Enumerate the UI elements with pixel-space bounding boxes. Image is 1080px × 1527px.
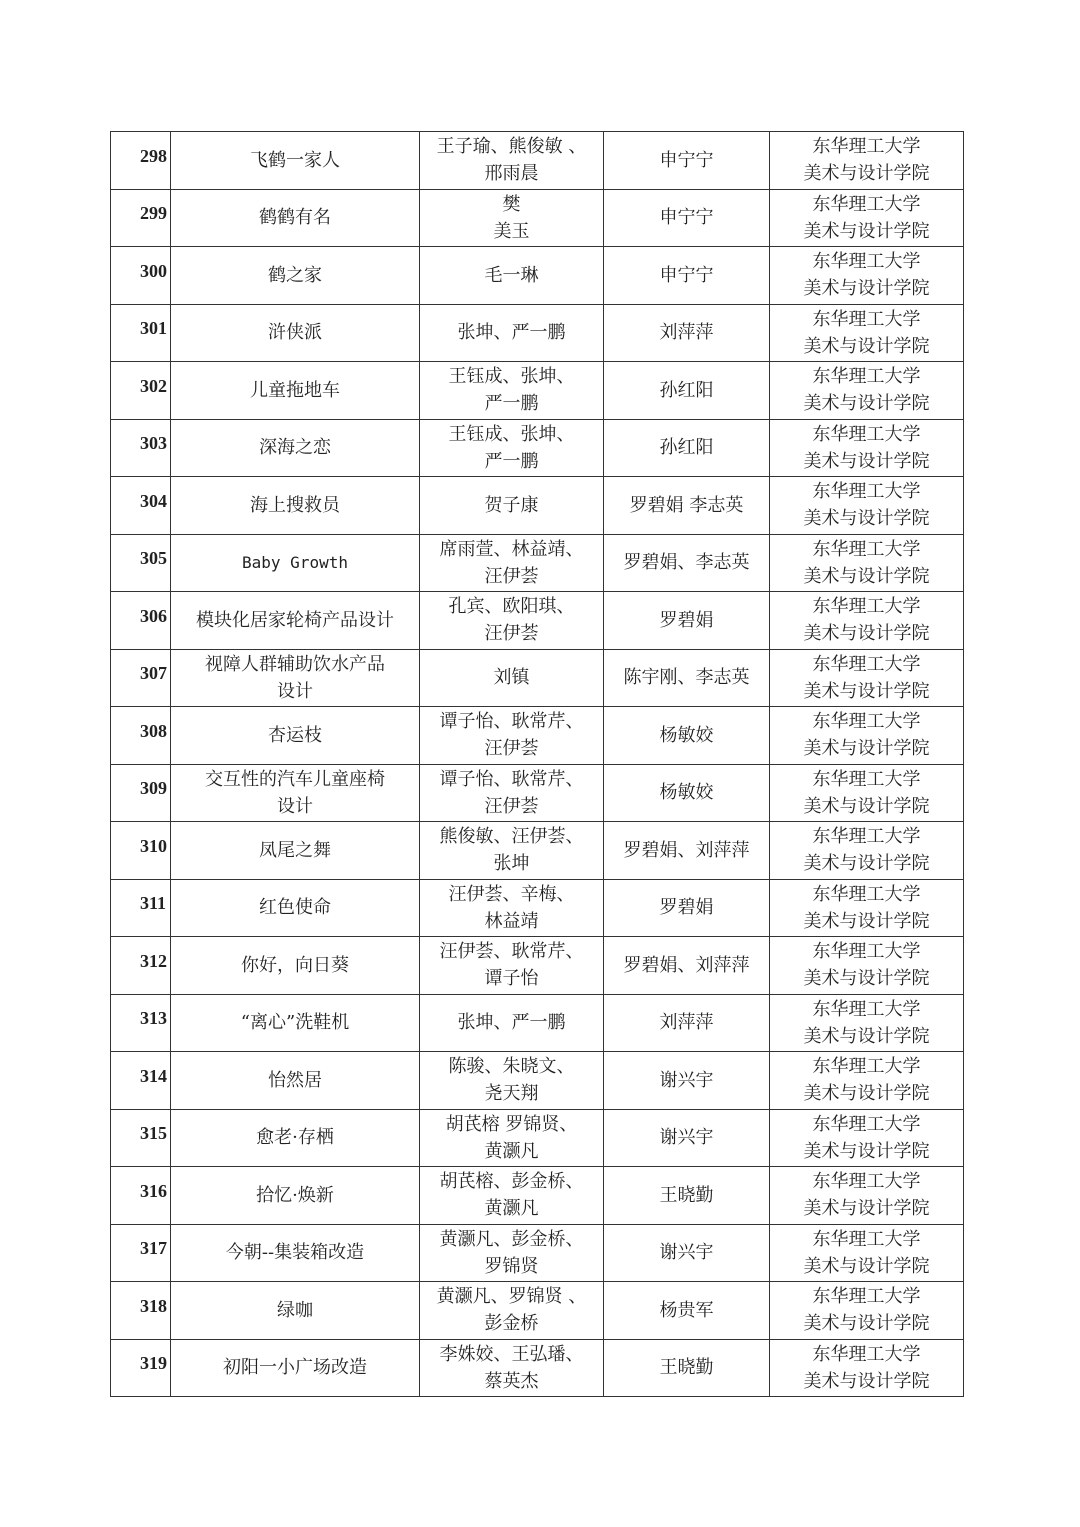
authors-cell xyxy=(420,707,604,765)
work-title-cell xyxy=(171,707,420,765)
work-title-cell xyxy=(171,477,420,535)
entry-number xyxy=(111,1339,171,1397)
school-line: 美术与设计学院 xyxy=(803,565,930,587)
table-row xyxy=(111,1167,964,1225)
entry-number-text: 317 xyxy=(140,1238,167,1259)
authors-line: 樊 xyxy=(502,193,521,215)
school-cell xyxy=(770,362,964,420)
table-body xyxy=(111,132,964,1397)
authors-line: 谭子怡、耿常芹、 xyxy=(439,768,584,790)
school-line: 美术与设计学院 xyxy=(803,1313,930,1335)
authors-line: 黄灏凡 xyxy=(484,1198,539,1220)
school-line: 美术与设计学院 xyxy=(803,853,930,875)
school-line: 东华理工大学 xyxy=(812,826,921,848)
school-cell xyxy=(770,592,964,650)
work-title-cell xyxy=(171,879,420,937)
authors-line: 贺子康 xyxy=(484,494,539,516)
work-title-cell xyxy=(171,822,420,880)
advisor-cell xyxy=(604,189,770,247)
advisor-cell xyxy=(604,304,770,362)
entry-number xyxy=(111,1282,171,1340)
advisor-line: 孙红阳 xyxy=(659,437,714,459)
work-title-cell xyxy=(171,937,420,995)
school-line: 东华理工大学 xyxy=(812,768,921,790)
work-title-line: 鹤鹤有名 xyxy=(259,207,331,229)
school-cell xyxy=(770,994,964,1052)
advisor-line: 杨贵军 xyxy=(659,1299,714,1321)
work-title-cell xyxy=(171,534,420,592)
advisor-line: 陈宇刚、李志英 xyxy=(623,667,750,689)
table-row xyxy=(111,707,964,765)
work-title-line: 怡然居 xyxy=(268,1069,322,1091)
school-line: 东华理工大学 xyxy=(812,1113,921,1135)
advisor-cell xyxy=(604,132,770,190)
entry-number-text: 318 xyxy=(140,1295,167,1316)
entry-number-text: 300 xyxy=(140,260,167,281)
entry-number xyxy=(111,189,171,247)
advisor-cell xyxy=(604,1282,770,1340)
school-line: 东华理工大学 xyxy=(812,308,921,330)
school-line: 美术与设计学院 xyxy=(803,680,930,702)
authors-line: 黄灏凡、罗锦贤 、 xyxy=(436,1286,587,1308)
authors-line: 汪伊荟 xyxy=(484,565,539,587)
school-line: 东华理工大学 xyxy=(812,481,921,503)
entry-number-text: 319 xyxy=(140,1353,167,1374)
school-line: 东华理工大学 xyxy=(812,1056,921,1078)
school-line: 东华理工大学 xyxy=(812,883,921,905)
authors-line: 邢雨晨 xyxy=(484,163,539,185)
school-cell xyxy=(770,1167,964,1225)
work-title-line: 浒侠派 xyxy=(268,322,322,344)
advisor-cell xyxy=(604,937,770,995)
authors-line: 尧天翔 xyxy=(484,1083,539,1105)
school-line: 东华理工大学 xyxy=(812,1171,921,1193)
work-title-line: 拾忆·焕新 xyxy=(256,1184,334,1206)
school-line: 美术与设计学院 xyxy=(803,278,930,300)
school-line: 美术与设计学院 xyxy=(803,163,930,185)
advisor-cell xyxy=(604,649,770,707)
authors-line: 王子瑜、熊俊敏 、 xyxy=(436,136,587,158)
entry-number xyxy=(111,592,171,650)
work-title-line: 儿童拖地车 xyxy=(250,379,340,401)
school-cell xyxy=(770,764,964,822)
entry-number-text: 309 xyxy=(140,778,167,799)
work-title-line: 设计 xyxy=(277,680,313,702)
table-row xyxy=(111,477,964,535)
school-line: 美术与设计学院 xyxy=(803,968,930,990)
work-title-line: 飞鹤一家人 xyxy=(250,149,340,171)
entry-number xyxy=(111,247,171,305)
school-line: 美术与设计学院 xyxy=(803,335,930,357)
authors-line: 张坤、严一鹏 xyxy=(457,322,566,344)
authors-cell xyxy=(420,994,604,1052)
entry-number-text: 304 xyxy=(140,490,167,511)
work-title-line: 设计 xyxy=(277,795,313,817)
table-row xyxy=(111,764,964,822)
authors-line: 黄灏凡 xyxy=(484,1140,539,1162)
authors-cell xyxy=(420,764,604,822)
advisor-line: 刘萍萍 xyxy=(659,322,714,344)
authors-cell xyxy=(420,649,604,707)
school-line: 东华理工大学 xyxy=(812,941,921,963)
entry-number xyxy=(111,477,171,535)
school-line: 美术与设计学院 xyxy=(803,1025,930,1047)
work-title-line: “离心”洗鞋机 xyxy=(240,1012,350,1034)
school-line: 美术与设计学院 xyxy=(803,1198,930,1220)
work-title-line: 深海之恋 xyxy=(259,437,331,459)
entry-number xyxy=(111,994,171,1052)
work-title-line: 模块化居家轮椅产品设计 xyxy=(196,609,394,631)
authors-line: 罗锦贤 xyxy=(484,1255,539,1277)
authors-cell xyxy=(420,937,604,995)
advisor-cell xyxy=(604,477,770,535)
table-row xyxy=(111,649,964,707)
table-row xyxy=(111,132,964,190)
work-title-cell xyxy=(171,304,420,362)
entry-number xyxy=(111,419,171,477)
school-line: 东华理工大学 xyxy=(812,423,921,445)
school-line: 东华理工大学 xyxy=(812,136,921,158)
advisor-line: 杨敏姣 xyxy=(659,724,714,746)
authors-cell xyxy=(420,1167,604,1225)
advisor-cell xyxy=(604,362,770,420)
work-title-cell xyxy=(171,362,420,420)
school-line: 美术与设计学院 xyxy=(803,1370,930,1392)
advisor-line: 罗碧娟 李志英 xyxy=(629,494,744,516)
school-cell xyxy=(770,1339,964,1397)
entry-number-text: 310 xyxy=(140,835,167,856)
table-row xyxy=(111,304,964,362)
authors-line: 汪伊荟 xyxy=(484,623,539,645)
work-title-line: 海上搜救员 xyxy=(250,494,340,516)
entry-number xyxy=(111,1167,171,1225)
table-row xyxy=(111,362,964,420)
award-list-table xyxy=(110,131,964,1397)
authors-line: 胡芪榕 罗锦贤、 xyxy=(445,1113,578,1135)
school-line: 美术与设计学院 xyxy=(803,220,930,242)
school-cell xyxy=(770,937,964,995)
advisor-line: 孙红阳 xyxy=(659,379,714,401)
work-title-line: 愈老·存栖 xyxy=(256,1127,334,1149)
authors-line: 美玉 xyxy=(493,220,530,242)
authors-line: 孔宾、欧阳琪、 xyxy=(448,596,575,618)
authors-cell xyxy=(420,304,604,362)
school-line: 美术与设计学院 xyxy=(803,1255,930,1277)
authors-line: 谭子怡、耿常芹、 xyxy=(439,711,584,733)
school-line: 美术与设计学院 xyxy=(803,795,930,817)
work-title-cell xyxy=(171,1224,420,1282)
entry-number xyxy=(111,1109,171,1167)
work-title-cell xyxy=(171,247,420,305)
school-cell xyxy=(770,1224,964,1282)
authors-cell xyxy=(420,1282,604,1340)
advisor-cell xyxy=(604,1224,770,1282)
table-row xyxy=(111,937,964,995)
entry-number-text: 311 xyxy=(140,893,167,914)
table-row xyxy=(111,1339,964,1397)
authors-cell xyxy=(420,189,604,247)
entry-number xyxy=(111,362,171,420)
work-title-cell xyxy=(171,1109,420,1167)
school-line: 东华理工大学 xyxy=(812,538,921,560)
entry-number xyxy=(111,1052,171,1110)
work-title-cell xyxy=(171,649,420,707)
work-title-line: 杏运枝 xyxy=(268,724,322,746)
work-title-line: Baby Growth xyxy=(242,553,348,573)
advisor-line: 谢兴宇 xyxy=(659,1069,714,1091)
advisor-line: 罗碧娟、李志英 xyxy=(623,552,750,574)
table-row xyxy=(111,592,964,650)
entry-number xyxy=(111,132,171,190)
table-row xyxy=(111,1052,964,1110)
advisor-line: 罗碧娟 xyxy=(659,609,714,631)
authors-line: 严一鹏 xyxy=(484,450,539,472)
authors-cell xyxy=(420,362,604,420)
work-title-line: 今朝--集装箱改造 xyxy=(225,1242,365,1264)
school-cell xyxy=(770,1052,964,1110)
advisor-cell xyxy=(604,534,770,592)
authors-cell xyxy=(420,1052,604,1110)
advisor-line: 谢兴宇 xyxy=(659,1127,714,1149)
school-line: 东华理工大学 xyxy=(812,596,921,618)
school-cell xyxy=(770,879,964,937)
work-title-cell xyxy=(171,764,420,822)
school-line: 美术与设计学院 xyxy=(803,450,930,472)
authors-cell xyxy=(420,1339,604,1397)
authors-cell xyxy=(420,1109,604,1167)
school-line: 美术与设计学院 xyxy=(803,393,930,415)
entry-number xyxy=(111,534,171,592)
table-row xyxy=(111,1282,964,1340)
entry-number-text: 302 xyxy=(140,375,167,396)
entry-number xyxy=(111,707,171,765)
entry-number-text: 303 xyxy=(140,433,167,454)
entry-number xyxy=(111,1224,171,1282)
authors-cell xyxy=(420,879,604,937)
advisor-line: 罗碧娟、刘萍萍 xyxy=(623,839,750,861)
work-title-line: 鹤之家 xyxy=(268,264,322,286)
table-row xyxy=(111,879,964,937)
school-line: 东华理工大学 xyxy=(812,366,921,388)
entry-number-text: 298 xyxy=(140,145,167,166)
school-line: 美术与设计学院 xyxy=(803,1083,930,1105)
advisor-cell xyxy=(604,1167,770,1225)
advisor-line: 谢兴宇 xyxy=(659,1242,714,1264)
entry-number xyxy=(111,764,171,822)
entry-number-text: 308 xyxy=(140,720,167,741)
entry-number xyxy=(111,937,171,995)
entry-number-text: 312 xyxy=(140,950,167,971)
school-cell xyxy=(770,649,964,707)
work-title-cell xyxy=(171,419,420,477)
authors-line: 李姝姣、王弘璠、 xyxy=(439,1343,584,1365)
advisor-line: 刘萍萍 xyxy=(659,1012,714,1034)
advisor-cell xyxy=(604,994,770,1052)
work-title-cell xyxy=(171,1282,420,1340)
work-title-cell xyxy=(171,1167,420,1225)
school-line: 美术与设计学院 xyxy=(803,910,930,932)
school-cell xyxy=(770,189,964,247)
work-title-cell xyxy=(171,132,420,190)
table-row xyxy=(111,189,964,247)
advisor-line: 申宁宁 xyxy=(659,264,714,286)
authors-line: 汪伊荟 xyxy=(484,738,539,760)
entry-number-text: 301 xyxy=(140,318,167,339)
authors-cell xyxy=(420,132,604,190)
authors-line: 熊俊敏、汪伊荟、 xyxy=(439,826,584,848)
work-title-line: 初阳一小广场改造 xyxy=(223,1357,367,1379)
work-title-cell xyxy=(171,1052,420,1110)
entry-number-text: 315 xyxy=(140,1123,167,1144)
school-cell xyxy=(770,247,964,305)
authors-line: 严一鹏 xyxy=(484,393,539,415)
entry-number xyxy=(111,304,171,362)
school-line: 东华理工大学 xyxy=(812,1228,921,1250)
entry-number xyxy=(111,879,171,937)
entry-number-text: 316 xyxy=(140,1180,167,1201)
work-title-line: 你好，向日葵 xyxy=(241,954,349,976)
authors-line: 谭子怡 xyxy=(484,968,539,990)
advisor-line: 申宁宁 xyxy=(659,207,714,229)
authors-line: 汪伊荟 xyxy=(484,795,539,817)
authors-line: 陈骏、朱晓文、 xyxy=(448,1056,575,1078)
table-row xyxy=(111,419,964,477)
work-title-line: 视障人群辅助饮水产品 xyxy=(205,653,385,675)
advisor-cell xyxy=(604,1339,770,1397)
entry-number-text: 313 xyxy=(140,1008,167,1029)
table-row xyxy=(111,534,964,592)
school-cell xyxy=(770,822,964,880)
authors-line: 王钰成、张坤、 xyxy=(448,423,575,445)
authors-line: 胡芪榕、彭金桥、 xyxy=(439,1171,584,1193)
school-line: 美术与设计学院 xyxy=(803,623,930,645)
advisor-cell xyxy=(604,419,770,477)
authors-line: 汪伊荟、辛梅、 xyxy=(448,883,575,905)
entry-number-text: 299 xyxy=(140,203,167,224)
advisor-line: 罗碧娟、刘萍萍 xyxy=(623,954,750,976)
work-title-line: 绿咖 xyxy=(277,1299,313,1321)
authors-cell xyxy=(420,1224,604,1282)
school-cell xyxy=(770,1109,964,1167)
advisor-line: 王晓勤 xyxy=(659,1357,714,1379)
school-line: 美术与设计学院 xyxy=(803,1140,930,1162)
entry-number-text: 307 xyxy=(140,663,167,684)
authors-line: 王钰成、张坤、 xyxy=(448,366,575,388)
school-cell xyxy=(770,534,964,592)
advisor-cell xyxy=(604,1109,770,1167)
school-line: 东华理工大学 xyxy=(812,711,921,733)
advisor-cell xyxy=(604,822,770,880)
school-line: 美术与设计学院 xyxy=(803,738,930,760)
advisor-line: 罗碧娟 xyxy=(659,897,714,919)
authors-cell xyxy=(420,822,604,880)
school-cell xyxy=(770,132,964,190)
school-line: 美术与设计学院 xyxy=(803,508,930,530)
advisor-line: 申宁宁 xyxy=(659,149,714,171)
authors-line: 张坤 xyxy=(493,853,530,875)
entry-number-text: 305 xyxy=(140,548,167,569)
authors-line: 汪伊荟、耿常芹、 xyxy=(439,941,584,963)
entry-number xyxy=(111,649,171,707)
school-line: 东华理工大学 xyxy=(812,1286,921,1308)
entry-number-text: 314 xyxy=(140,1065,167,1086)
work-title-cell xyxy=(171,1339,420,1397)
advisor-cell xyxy=(604,247,770,305)
authors-line: 林益靖 xyxy=(484,910,539,932)
school-cell xyxy=(770,707,964,765)
authors-line: 席雨萱、林益靖、 xyxy=(439,538,584,560)
authors-cell xyxy=(420,419,604,477)
school-cell xyxy=(770,1282,964,1340)
school-line: 东华理工大学 xyxy=(812,1343,921,1365)
school-cell xyxy=(770,304,964,362)
authors-cell xyxy=(420,477,604,535)
authors-line: 彭金桥 xyxy=(484,1313,539,1335)
advisor-cell xyxy=(604,592,770,650)
authors-line: 蔡英杰 xyxy=(484,1370,539,1392)
school-line: 东华理工大学 xyxy=(812,653,921,675)
work-title-line: 红色使命 xyxy=(259,897,331,919)
authors-line: 张坤、严一鹏 xyxy=(457,1012,566,1034)
advisor-line: 王晓勤 xyxy=(659,1184,714,1206)
table-row xyxy=(111,994,964,1052)
authors-cell xyxy=(420,247,604,305)
school-cell xyxy=(770,477,964,535)
work-title-line: 凤尾之舞 xyxy=(259,839,331,861)
school-line: 东华理工大学 xyxy=(812,193,921,215)
advisor-cell xyxy=(604,764,770,822)
authors-cell xyxy=(420,592,604,650)
authors-line: 毛一琳 xyxy=(484,264,539,286)
authors-line: 黄灏凡、彭金桥、 xyxy=(439,1228,584,1250)
work-title-cell xyxy=(171,189,420,247)
work-title-line: 交互性的汽车儿童座椅 xyxy=(205,768,385,790)
school-cell xyxy=(770,419,964,477)
work-title-cell xyxy=(171,994,420,1052)
authors-cell xyxy=(420,534,604,592)
school-line: 东华理工大学 xyxy=(812,251,921,273)
advisor-cell xyxy=(604,879,770,937)
entry-number-text: 306 xyxy=(140,605,167,626)
table-row xyxy=(111,822,964,880)
advisor-line: 杨敏姣 xyxy=(659,782,714,804)
advisor-cell xyxy=(604,1052,770,1110)
table-row xyxy=(111,1109,964,1167)
entry-number xyxy=(111,822,171,880)
school-line: 东华理工大学 xyxy=(812,998,921,1020)
table-row xyxy=(111,247,964,305)
advisor-cell xyxy=(604,707,770,765)
authors-line: 刘镇 xyxy=(493,667,530,689)
table-row xyxy=(111,1224,964,1282)
work-title-cell xyxy=(171,592,420,650)
